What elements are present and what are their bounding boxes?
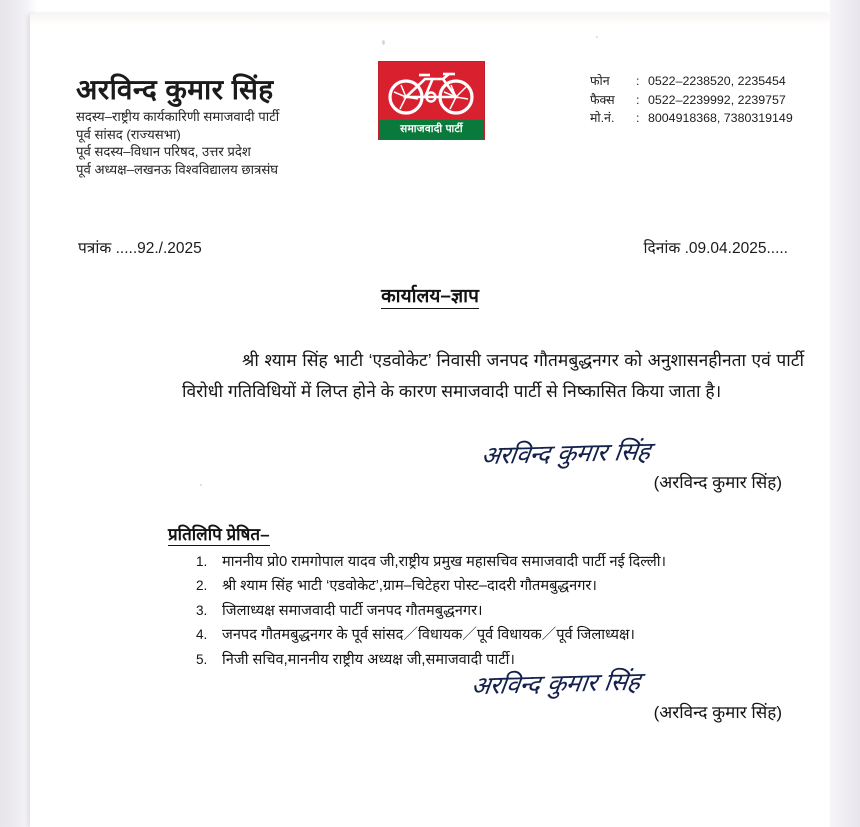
samajwadi-party-logo: [378, 61, 485, 140]
date-value: .09.04.2025.....: [684, 240, 788, 257]
letter-page: [30, 14, 830, 827]
letterhead-subtitle: पूर्व अध्यक्ष–लखनऊ विश्वविद्यालय छात्रसंघ: [76, 161, 279, 177]
signatory-name: (अरविन्द कुमार सिंह): [653, 473, 782, 492]
phone-value: 0522–2238520, 2235454: [648, 74, 786, 88]
signature-block-bottom: [469, 664, 782, 723]
document-title: [30, 282, 830, 308]
reference-label: पत्रांक: [78, 240, 112, 257]
mobile-label: मो.नं.: [590, 111, 615, 126]
page-right-margin: [830, 0, 860, 827]
letterhead-subtitles: [76, 108, 279, 178]
mobile-line: मो.नं. : 8004918368, 7380319149: [590, 109, 793, 128]
document-date: [643, 236, 788, 258]
logo-band-text: समाजवादी पार्टी: [379, 120, 484, 139]
fax-value: 0522–2239992, 2239757: [648, 92, 786, 107]
letterhead-subtitle: पूर्व सदस्य–विधान परिषद, उत्तर प्रदेश: [76, 144, 251, 159]
letterhead-subtitle: पूर्व सांसद (राज्यसभा): [76, 126, 181, 142]
body-line-2: अनुशासनहीनता एवं पार्टी विरोधी गतिविधियों में लिप्त होने के कारण: [182, 350, 804, 401]
contact-details: [590, 72, 793, 128]
list-item: [196, 623, 806, 647]
mobile-value: 8004918368, 7380319149: [648, 111, 793, 126]
phone-label: फोन: [590, 74, 610, 88]
list-item-number: 3.: [196, 602, 208, 618]
fax-line: फैक्स : 0522–2239992, 2239757: [590, 91, 793, 110]
reference-number: [78, 236, 202, 258]
letterhead-subtitle: सदस्य–राष्ट्रीय कार्यकारिणी समाजवादी पार्टी: [76, 109, 280, 124]
list-item-text: श्री श्याम सिंह भाटी ‘एडवोकेट’,ग्राम–चिटेहरा पोस्ट–दादरी गौतमबुद्धनगर।: [222, 578, 597, 595]
document-title-text: कार्यालय–ज्ञाप: [381, 286, 479, 307]
list-item-text: निजी सचिव,माननीय राष्ट्रीय अध्यक्ष जी,समाजवादी पार्टी।: [222, 651, 515, 668]
list-item-text: जिलाध्यक्ष समाजवादी पार्टी जनपद गौतमबुद्धनगर।: [222, 602, 483, 619]
list-item: [196, 599, 806, 623]
bicycle-icon: [385, 65, 478, 117]
signature-block-top: [479, 434, 782, 493]
list-item-number: 4.: [196, 627, 208, 643]
list-item: [196, 550, 806, 574]
handwritten-signature: अरविन्द कुमार सिंह: [479, 436, 653, 471]
list-item: [196, 574, 806, 598]
fax-label: फैक्स: [590, 92, 615, 107]
date-label: दिनांक: [643, 240, 681, 257]
copy-to-list: [196, 550, 806, 672]
copy-to-heading: [168, 522, 270, 545]
phone-line: फोन : 0522–2238520, 2235454: [590, 72, 793, 91]
copy-to-heading-text: प्रतिलिपि प्रेषित–: [168, 525, 270, 544]
scan-speck: [200, 484, 202, 486]
signatory-name: (अरविन्द कुमार सिंह): [653, 703, 782, 722]
list-item-number: 2.: [196, 578, 208, 594]
handwritten-signature: अरविन्द कुमार सिंह: [469, 666, 642, 701]
letterhead: [30, 14, 830, 189]
list-item-number: 5.: [196, 651, 208, 667]
document-body: [182, 345, 804, 407]
list-item-number: 1.: [196, 554, 208, 569]
letterhead-name: अरविन्द कुमार सिंह: [76, 74, 274, 105]
body-line-3: समाजवादी पार्टी से निष्कासित किया जाता है।: [441, 381, 722, 401]
list-item-text: जनपद गौतमबुद्धनगर के पूर्व सांसद／विधायक／पूर्व विधायक／पूर्व जिलाध्यक्ष।: [222, 627, 635, 644]
list-item-text: माननीय प्रो0 रामगोपाल यादव जी,राष्ट्रीय प्रमुख महासचिव समाजवादी पार्टी नई दिल्ली।: [222, 554, 667, 570]
body-line-1: श्री श्याम सिंह भाटी ‘एडवोकेट’ निवासी जनपद गौतमबुद्धनगर को: [242, 350, 643, 370]
reference-value: .....92./.2025: [115, 240, 202, 257]
